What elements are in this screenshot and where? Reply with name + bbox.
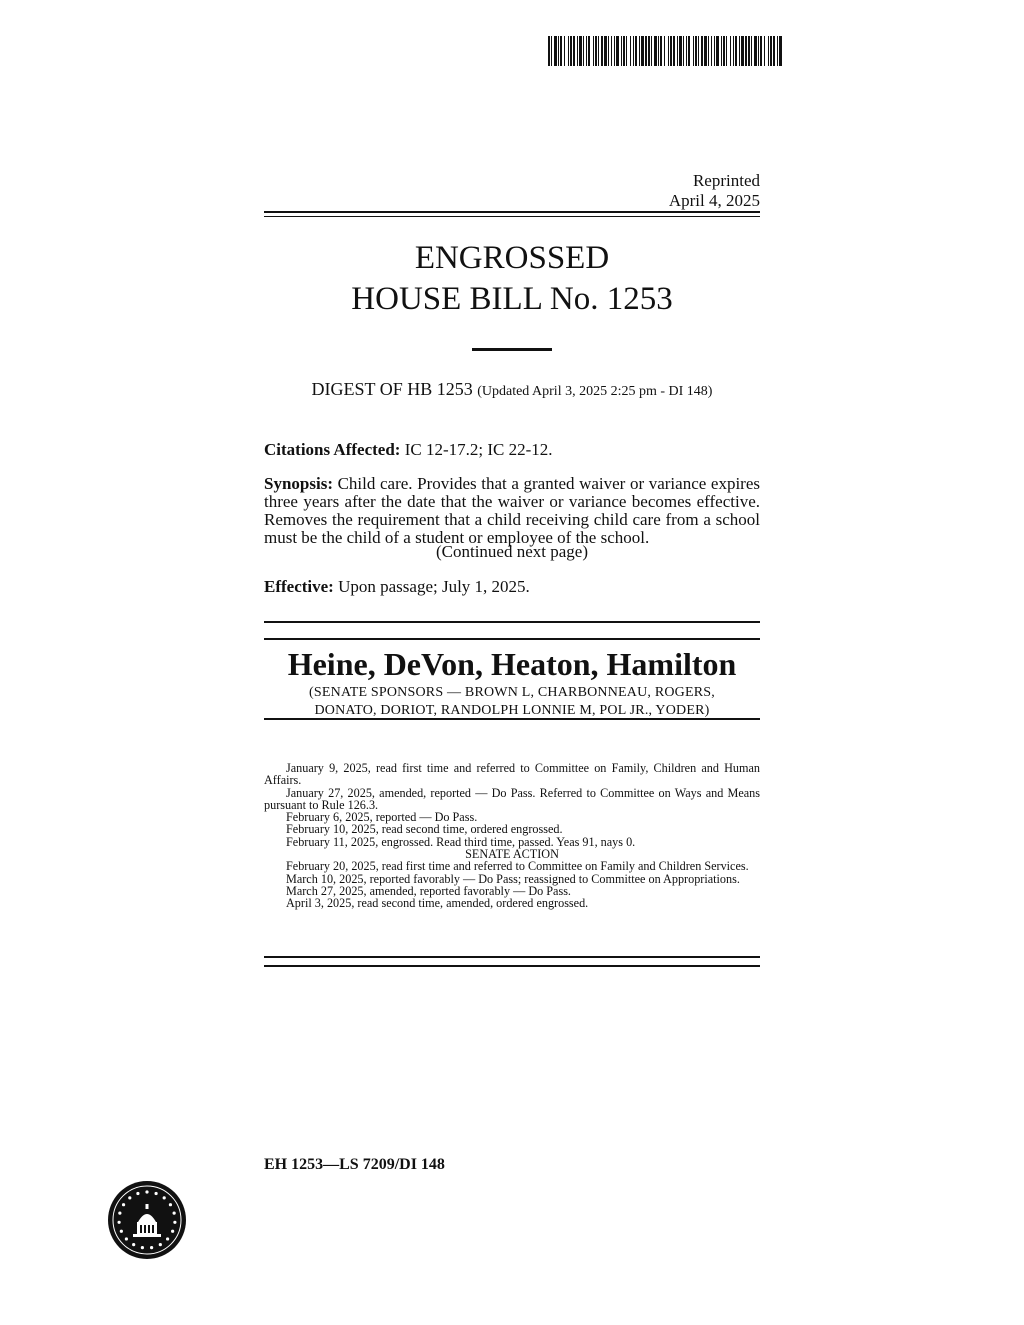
citations-label: Citations Affected: <box>264 440 401 459</box>
synopsis-label: Synopsis: <box>264 474 333 493</box>
title-divider <box>472 348 552 351</box>
authors: Heine, DeVon, Heaton, Hamilton <box>287 646 737 682</box>
reprinted-label: Reprinted <box>692 171 760 190</box>
history-entry: February 11, 2025, engrossed. Read third time, passed. Yeas 91, nays 0. <box>286 834 636 849</box>
reprint-date: April 4, 2025 <box>668 191 760 210</box>
bill-title-line1: ENGROSSED <box>414 240 610 276</box>
digest-heading <box>264 379 760 400</box>
senate-sponsors <box>264 684 760 720</box>
synopsis-text: Child care. Provides that a granted waiver or variance expires three years after the date that the waiver or variance becomes effective. Removes the requirement that a child receiving child care from a school must be the child of a student or employee of the school. <box>264 474 760 547</box>
senate-sponsors-line1: (SENATE SPONSORS — BROWN L, CHARBONNEAU, ROGERS, <box>309 685 715 700</box>
bill-title <box>264 238 760 320</box>
history-entry: February 10, 2025, read second time, ordered engrossed. <box>286 822 563 837</box>
reprint-notice <box>669 171 760 211</box>
effective-value: Upon passage; July 1, 2025. <box>338 577 530 596</box>
authors-rule-bottom <box>264 718 760 720</box>
history-entry: January 27, 2025, amended, reported — Do Pass. Referred to Committee on Ways and Means pursuant to Rule 126.3. <box>264 785 760 812</box>
senate-action-heading: SENATE ACTION <box>465 847 559 862</box>
synopsis-continued: (Continued next page) <box>435 542 588 561</box>
header-rule-bottom <box>264 216 760 217</box>
history-entry: March 27, 2025, amended, reported favorably — Do Pass. <box>286 883 571 898</box>
digest-updated: (Updated April 3, 2025 2:25 pm - DI 148) <box>477 384 713 399</box>
digest-label: DIGEST OF HB 1253 <box>311 379 473 399</box>
history-entry: January 9, 2025, read first time and referred to Committee on Family, Children and Human Affairs. <box>264 761 760 788</box>
state-seal-icon <box>107 1180 187 1260</box>
history-rule-1 <box>264 956 760 958</box>
authors-rule-top-1 <box>264 621 760 623</box>
history-entry: April 3, 2025, read second time, amended, ordered engrossed. <box>286 896 589 911</box>
citations-affected <box>264 441 760 459</box>
synopsis <box>264 475 760 547</box>
authors-rule-top-2 <box>264 638 760 640</box>
history-entry: March 10, 2025, reported favorably — Do Pass; reassigned to Committee on Appropriations. <box>286 871 740 886</box>
document-id: EH 1253—LS 7209/DI 148 <box>264 1156 445 1173</box>
effective-date <box>264 578 760 596</box>
history-rule-2 <box>264 965 760 967</box>
history-entry: February 6, 2025, reported — Do Pass. <box>286 810 478 825</box>
senate-sponsors-line2: DONATO, DORIOT, RANDOLPH LONNIE M, POL JR., YODER) <box>314 703 710 718</box>
legislative-history <box>264 762 760 910</box>
header-rule-top <box>264 211 760 213</box>
history-entry: February 20, 2025, read first time and referred to Committee on Family and Children Services. <box>286 859 749 874</box>
citations-value: IC 12-17.2; IC 22-12. <box>404 440 553 459</box>
barcode <box>548 36 782 66</box>
effective-label: Effective: <box>264 577 334 596</box>
bill-title-line2: HOUSE BILL No. 1253 <box>351 281 673 317</box>
